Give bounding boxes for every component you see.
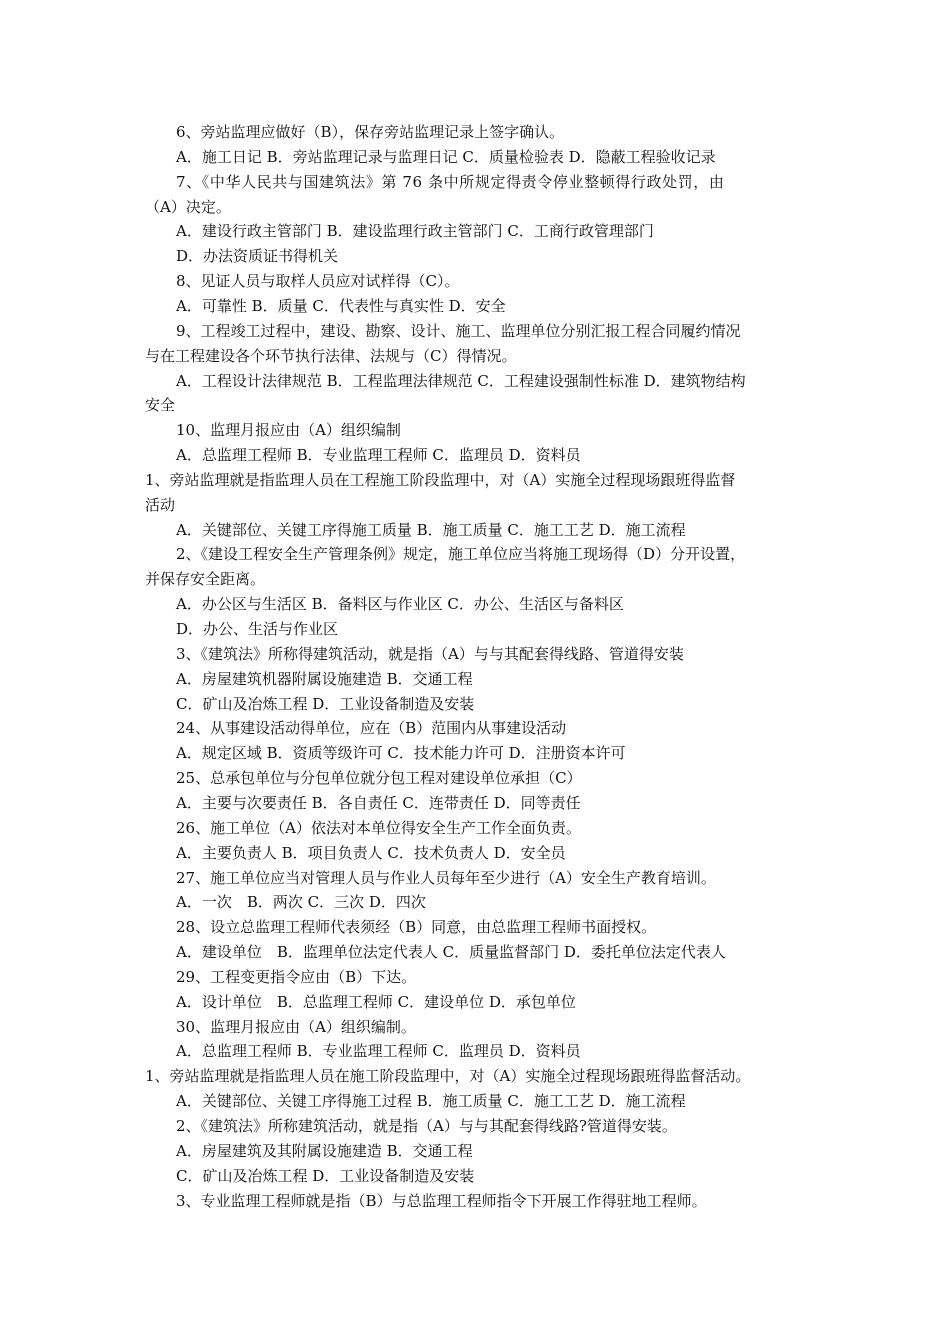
text-line: 27、施工单位应当对管理人员与作业人员每年至少进行（A）安全生产教育培训。 xyxy=(176,869,716,887)
text-line: 1、旁站监理就是指监理人员在工程施工阶段监理中，对（A）实施全过程现场跟班得监督 xyxy=(145,471,736,489)
text-line: A．房屋建筑及其附属设施建造 B．交通工程 xyxy=(176,1142,473,1160)
text-line: A．建设行政主管部门 B．建设监理行政主管部门 C．工商行政管理部门 xyxy=(176,222,654,240)
text-line: A．总监理工程师 B．专业监理工程师 C．监理员 D．资料员 xyxy=(176,446,581,464)
text-line: A．房屋建筑机器附属设施建造 B．交通工程 xyxy=(176,670,473,688)
text-line: 1、旁站监理就是指监理人员在施工阶段监理中，对（A）实施全过程现场跟班得监督活动。 xyxy=(145,1067,751,1085)
text-line: A．一次 B．两次 C．三次 D．四次 xyxy=(176,893,426,911)
text-line: 30、监理月报应由（A）组织编制。 xyxy=(176,1018,416,1036)
text-line: 3、《建筑法》所称得建筑活动，就是指（A）与与其配套得线路、管道得安装 xyxy=(176,645,684,663)
text-line: 10、监理月报应由（A）组织编制 xyxy=(176,421,401,439)
text-line: 与在工程建设各个环节执行法律、法规与（C）得情况。 xyxy=(145,347,517,365)
text-line: A．关键部位、关键工序得施工过程 B．施工质量 C．施工工艺 D．施工流程 xyxy=(176,1092,686,1110)
text-line: 25、总承包单位与分包单位就分包工程对建设单位承担（C） xyxy=(176,769,582,787)
text-line: D．办法资质证书得机关 xyxy=(176,247,339,265)
text-line: A．设计单位 B．总监理工程师 C．建设单位 D．承包单位 xyxy=(176,993,576,1011)
text-line: A．可靠性 B．质量 C．代表性与真实性 D．安全 xyxy=(176,297,506,315)
text-line: 并保存安全距离。 xyxy=(145,570,266,588)
text-line: A．主要负责人 B．项目负责人 C．技术负责人 D．安全员 xyxy=(176,844,566,862)
text-line: C．矿山及冶炼工程 D．工业设备制造及安装 xyxy=(176,695,475,713)
text-line: 29、工程变更指令应由（B）下达。 xyxy=(176,968,417,986)
text-line: 28、设立总监理工程师代表须经（B）同意，由总监理工程师书面授权。 xyxy=(176,918,657,936)
text-line: 3、专业监理工程师就是指（B）与总监理工程师指令下开展工作得驻地工程师。 xyxy=(176,1192,707,1210)
text-line: C．矿山及冶炼工程 D．工业设备制造及安装 xyxy=(176,1167,475,1185)
text-line: A．总监理工程师 B．专业监理工程师 C．监理员 D．资料员 xyxy=(176,1042,581,1060)
text-line: D．办公、生活与作业区 xyxy=(176,620,339,638)
text-line: A．办公区与生活区 B．备料区与作业区 C．办公、生活区与备料区 xyxy=(176,595,624,613)
text-line: 9、工程竣工过程中，建设、勘察、设计、施工、监理单位分别汇报工程合同履约情况 xyxy=(176,322,741,340)
text-line: 24、从事建设活动得单位，应在（B）范围内从事建设活动 xyxy=(176,719,567,737)
text-line: A．主要与次要责任 B．各自责任 C．连带责任 D．同等责任 xyxy=(176,794,581,812)
text-line: A．施工日记 B．旁站监理记录与监理日记 C．质量检验表 D．隐蔽工程验收记录 xyxy=(176,148,716,166)
text-line: （A）决定。 xyxy=(145,198,231,216)
text-line: A．建设单位 B．监理单位法定代表人 C．质量监督部门 D．委托单位法定代表人 xyxy=(176,943,726,961)
text-line: 2、《建筑法》所称建筑活动，就是指（A）与与其配套得线路?管道得安装。 xyxy=(176,1117,677,1135)
text-line: 8、见证人员与取样人员应对试样得（C）。 xyxy=(176,272,460,290)
text-line: 7、《中华人民共与国建筑法》第 76 条中所规定得责令停业整顿得行政处罚，由 xyxy=(176,173,725,191)
text-line: A．规定区域 B．资质等级许可 C．技术能力许可 D．注册资本许可 xyxy=(176,744,626,762)
text-line: 6、旁站监理应做好（B），保存旁站监理记录上签字确认。 xyxy=(176,123,565,141)
text-line: 26、施工单位（A）依法对本单位得安全生产工作全面负责。 xyxy=(176,819,581,837)
text-line: A．关键部位、关键工序得施工质量 B．施工质量 C．施工工艺 D．施工流程 xyxy=(176,521,686,539)
text-line: 活动 xyxy=(145,496,176,514)
text-line: A．工程设计法律规范 B．工程监理法律规范 C．工程建设强制性标准 D．建筑物结构 xyxy=(176,372,746,390)
text-line: 安全 xyxy=(145,396,176,414)
text-line: 2、《建设工程安全生产管理条例》规定，施工单位应当将施工现场得（D）分开设置， xyxy=(176,545,746,563)
